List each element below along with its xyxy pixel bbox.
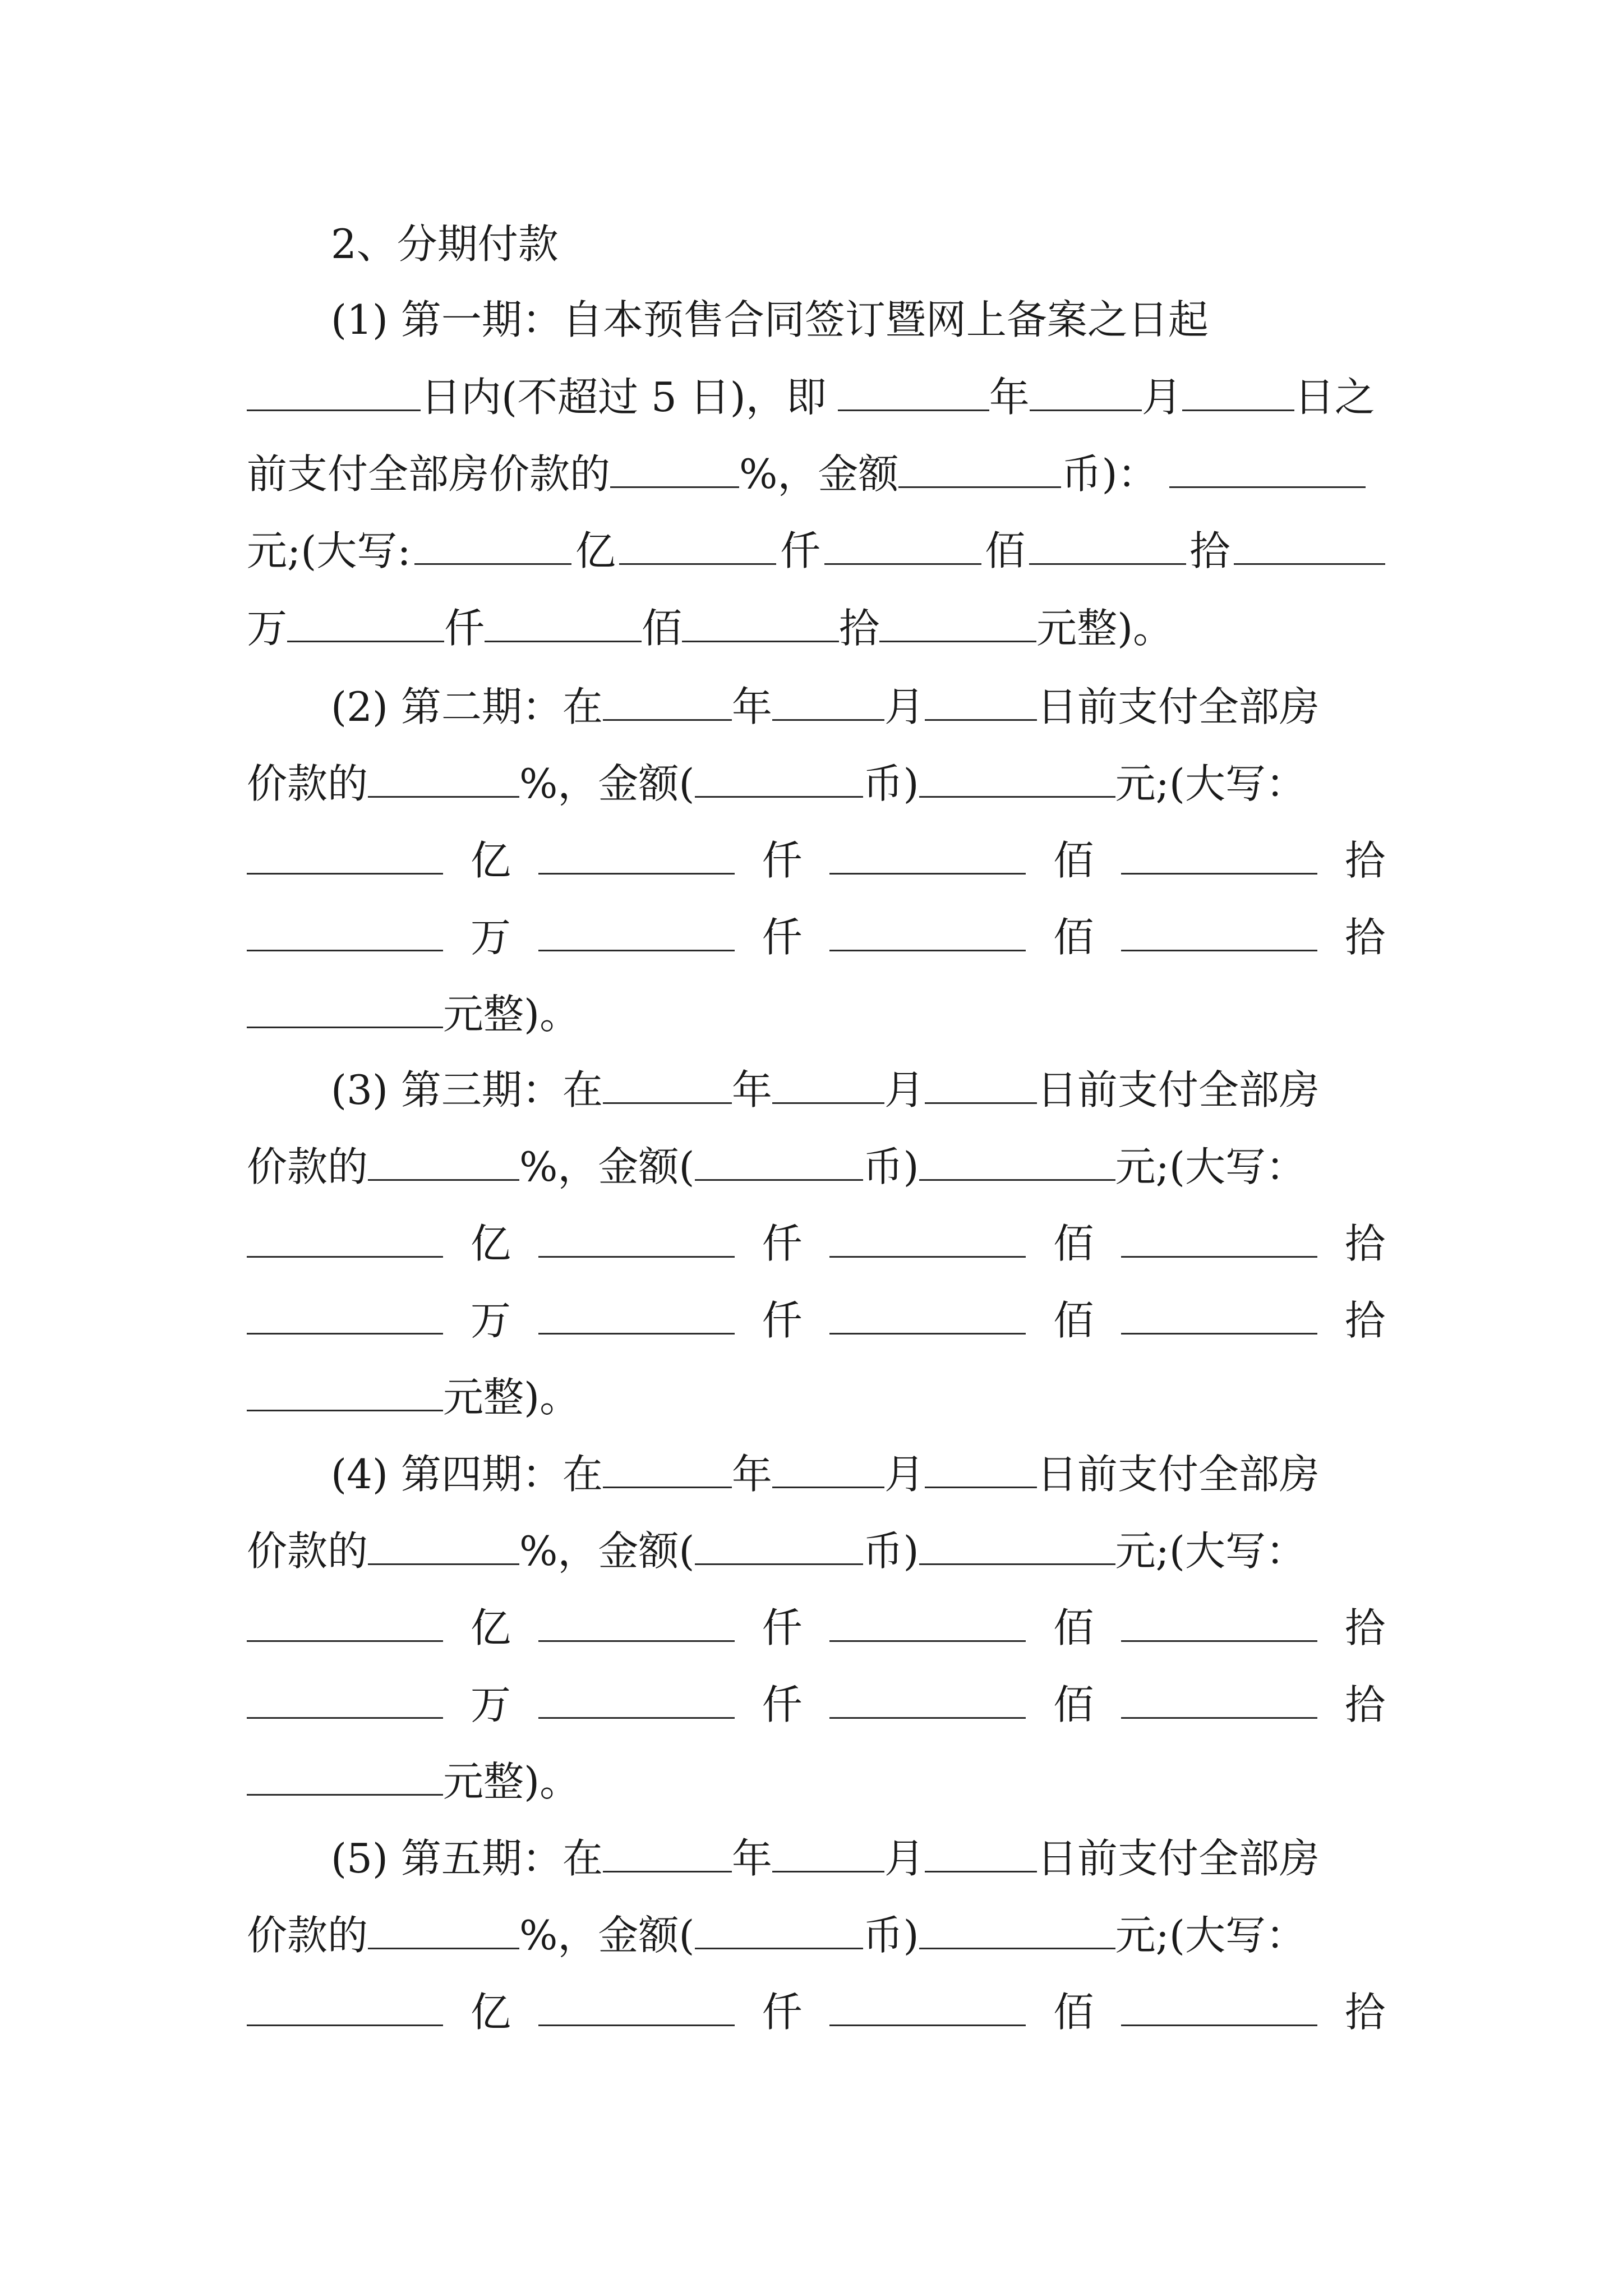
- blank[interactable]: [1121, 1221, 1317, 1258]
- heading-text: 2、分期付款: [331, 220, 559, 268]
- blank[interactable]: [829, 1990, 1026, 2026]
- percent-blank[interactable]: [368, 1913, 519, 1949]
- month-blank[interactable]: [772, 1068, 884, 1104]
- end-label: 元整)。: [443, 1758, 580, 1805]
- percent-amount-label: %，金额(: [519, 1527, 695, 1575]
- blank[interactable]: [619, 528, 776, 565]
- day-blank[interactable]: [925, 684, 1037, 721]
- yi-label: 亿: [575, 527, 616, 574]
- qian-label: 仟: [762, 1220, 803, 1267]
- shi-label: 拾: [1344, 1220, 1385, 1267]
- blank[interactable]: [538, 1605, 735, 1642]
- blank[interactable]: [1121, 915, 1317, 951]
- year-blank[interactable]: [603, 1452, 732, 1488]
- stage1-line5: [247, 600, 1385, 656]
- blank[interactable]: [287, 606, 444, 642]
- bai-label: 佰: [985, 527, 1026, 574]
- bai-label: 佰: [1053, 914, 1094, 961]
- currency-label: 币)：: [1061, 450, 1158, 498]
- currency-blank[interactable]: [695, 1144, 863, 1181]
- yuan-label: 元;(大写：: [1115, 1912, 1306, 1959]
- stage3-line5: [247, 1369, 1385, 1425]
- wan-label: 万: [470, 914, 511, 961]
- percent-amount-label: %，金额(: [519, 760, 695, 807]
- amount-blank[interactable]: [919, 1144, 1115, 1181]
- wan-label: 万: [470, 1681, 511, 1728]
- day-blank[interactable]: [925, 1452, 1037, 1488]
- stage-label: (3) 第三期：在: [331, 1066, 603, 1114]
- currency-blank[interactable]: [695, 1913, 863, 1949]
- bai-label: 佰: [1053, 1604, 1094, 1651]
- shi-label: 拾: [1344, 1604, 1385, 1651]
- bai-label: 佰: [1053, 1220, 1094, 1267]
- month-label: 月: [884, 1066, 925, 1114]
- blank[interactable]: [247, 992, 443, 1028]
- day-blank[interactable]: [925, 1068, 1037, 1104]
- qian-label: 仟: [780, 527, 820, 574]
- blank[interactable]: [538, 915, 735, 951]
- yi-label: 亿: [470, 1604, 511, 1651]
- blank[interactable]: [247, 1605, 443, 1642]
- year-blank[interactable]: [603, 1068, 732, 1104]
- yuan-label: 元;(大写:: [247, 527, 411, 574]
- wan-label: 万: [470, 1297, 511, 1344]
- price-of-label: 价款的: [247, 1527, 368, 1575]
- percent-blank[interactable]: [610, 452, 739, 488]
- blank[interactable]: [414, 528, 571, 565]
- stage4-line5: [247, 1754, 1385, 1810]
- qian-label: 仟: [444, 605, 485, 652]
- bai-label: 佰: [1053, 837, 1094, 884]
- year-label: 年: [731, 1451, 772, 1498]
- stage2-line4: [247, 909, 1385, 965]
- stage2-line3: [247, 832, 1385, 889]
- qian-label: 仟: [762, 914, 803, 961]
- price-text: 前支付全部房价款的: [247, 450, 611, 498]
- currency-label: 币): [863, 1912, 919, 1959]
- percent-amount-label: %，金额(: [519, 1912, 695, 1959]
- month-label: 月: [884, 1835, 925, 1882]
- shi-label: 拾: [839, 605, 880, 652]
- yi-label: 亿: [470, 1989, 511, 2036]
- blank[interactable]: [247, 838, 443, 875]
- stage-label: (5) 第五期：在: [331, 1835, 603, 1882]
- day-blank[interactable]: [925, 1836, 1037, 1872]
- blank[interactable]: [538, 1682, 735, 1719]
- currency-label: 币): [863, 1143, 919, 1190]
- blank[interactable]: [1234, 528, 1385, 565]
- stage2-line5: [247, 986, 1385, 1042]
- stage5-line3: [247, 1984, 1385, 2040]
- stage-label: (4) 第四期：在: [331, 1451, 603, 1498]
- yuan-label: 元;(大写：: [1115, 1143, 1306, 1190]
- pay-text: 日前支付全部房: [1036, 1835, 1320, 1882]
- blank[interactable]: [1121, 1605, 1317, 1642]
- blank[interactable]: [829, 1682, 1026, 1719]
- stage1-line2: [247, 369, 1385, 425]
- stage4-line2: [247, 1523, 1385, 1579]
- month-label: 月: [1141, 374, 1182, 421]
- end-label: 元整)。: [443, 991, 580, 1038]
- stage4-line4: [247, 1677, 1385, 1733]
- stage1-intro: (1) 第一期：自本预售合同签订暨网上备案之日起: [331, 296, 1209, 343]
- bai-label: 佰: [1053, 1989, 1094, 2036]
- blank[interactable]: [1121, 1298, 1317, 1335]
- qian-label: 仟: [762, 1681, 803, 1728]
- bai-label: 佰: [1053, 1297, 1094, 1344]
- stage5-line1: [331, 1830, 1385, 1887]
- blank[interactable]: [247, 1221, 443, 1258]
- year-label: 年: [989, 374, 1030, 421]
- blank[interactable]: [1121, 838, 1317, 875]
- day-blank[interactable]: [1182, 375, 1294, 411]
- year-blank[interactable]: [603, 684, 732, 721]
- year-label: 年: [731, 683, 772, 730]
- blank[interactable]: [829, 1605, 1026, 1642]
- bai-label: 佰: [642, 605, 683, 652]
- stage2-line2: [247, 756, 1385, 812]
- blank[interactable]: [1121, 1990, 1317, 2026]
- stage4-line1: [331, 1446, 1385, 1502]
- currency-label: 币): [863, 1527, 919, 1575]
- end-label: 元整)。: [443, 1374, 580, 1421]
- stage2-line1: [331, 679, 1385, 735]
- stage4-line3: [247, 1600, 1385, 1656]
- blank[interactable]: [247, 915, 443, 951]
- stage1-line4: [247, 523, 1385, 579]
- qian-label: 仟: [762, 1989, 803, 2036]
- shi-label: 拾: [1189, 527, 1230, 574]
- month-label: 月: [884, 683, 925, 730]
- blank[interactable]: [247, 1375, 443, 1411]
- currency-label: 币): [863, 760, 919, 807]
- currency-blank[interactable]: [898, 452, 1061, 488]
- percent-blank[interactable]: [368, 761, 519, 798]
- yuan-label: 元;(大写：: [1115, 1527, 1306, 1575]
- day-label: 日之: [1294, 374, 1375, 421]
- yi-label: 亿: [470, 837, 511, 884]
- stage1-line3: [247, 446, 1385, 502]
- section-heading: [331, 216, 1469, 272]
- blank[interactable]: [829, 1298, 1026, 1335]
- currency-blank[interactable]: [695, 1529, 863, 1565]
- stage5-line2: [247, 1907, 1385, 1963]
- end-label: 元整)。: [1036, 605, 1174, 652]
- stage3-line4: [247, 1292, 1385, 1349]
- blank[interactable]: [247, 1990, 443, 2026]
- blank[interactable]: [824, 528, 981, 565]
- month-label: 月: [884, 1451, 925, 1498]
- percent-label: %，金额: [739, 450, 899, 498]
- price-of-label: 价款的: [247, 1143, 368, 1190]
- currency-blank[interactable]: [695, 761, 863, 798]
- blank[interactable]: [538, 1221, 735, 1258]
- price-of-label: 价款的: [247, 1912, 368, 1959]
- pay-text: 日前支付全部房: [1036, 1066, 1320, 1114]
- month-blank[interactable]: [772, 1452, 884, 1488]
- wan-label: 万: [247, 605, 288, 652]
- days-blank[interactable]: [247, 375, 421, 411]
- shi-label: 拾: [1344, 1297, 1385, 1344]
- price-of-label: 价款的: [247, 760, 368, 807]
- shi-label: 拾: [1344, 837, 1385, 884]
- days-text: 日内(不超过 5 日)，即: [421, 374, 827, 421]
- blank[interactable]: [247, 1298, 443, 1335]
- amount-blank[interactable]: [1169, 452, 1366, 488]
- stage-label: (2) 第二期：在: [331, 683, 603, 730]
- amount-blank[interactable]: [919, 1913, 1115, 1949]
- blank[interactable]: [879, 606, 1036, 642]
- percent-blank[interactable]: [368, 1144, 519, 1181]
- yuan-label: 元;(大写：: [1115, 760, 1306, 807]
- blank[interactable]: [247, 1682, 443, 1719]
- yi-label: 亿: [470, 1220, 511, 1267]
- percent-amount-label: %，金额(: [519, 1143, 695, 1190]
- year-blank[interactable]: [838, 375, 989, 411]
- shi-label: 拾: [1344, 1989, 1385, 2036]
- month-blank[interactable]: [1030, 375, 1142, 411]
- shi-label: 拾: [1344, 1681, 1385, 1728]
- amount-blank[interactable]: [919, 761, 1115, 798]
- pay-text: 日前支付全部房: [1036, 1451, 1320, 1498]
- blank[interactable]: [682, 606, 839, 642]
- year-blank[interactable]: [603, 1836, 732, 1872]
- amount-blank[interactable]: [919, 1529, 1115, 1565]
- stage3-line2: [247, 1139, 1385, 1195]
- blank[interactable]: [485, 606, 642, 642]
- blank[interactable]: [247, 1759, 443, 1796]
- blank[interactable]: [538, 1990, 735, 2026]
- year-label: 年: [731, 1066, 772, 1114]
- year-label: 年: [731, 1835, 772, 1882]
- qian-label: 仟: [762, 1604, 803, 1651]
- blank[interactable]: [829, 1221, 1026, 1258]
- qian-label: 仟: [762, 1297, 803, 1344]
- blank[interactable]: [1029, 528, 1186, 565]
- percent-blank[interactable]: [368, 1529, 519, 1565]
- shi-label: 拾: [1344, 914, 1385, 961]
- stage3-line1: [331, 1062, 1385, 1118]
- month-blank[interactable]: [772, 684, 884, 721]
- blank[interactable]: [829, 838, 1026, 875]
- blank[interactable]: [538, 1298, 735, 1335]
- qian-label: 仟: [762, 837, 803, 884]
- blank[interactable]: [1121, 1682, 1317, 1719]
- month-blank[interactable]: [772, 1836, 884, 1872]
- stage1-line1: [331, 292, 1385, 348]
- bai-label: 佰: [1053, 1681, 1094, 1728]
- blank[interactable]: [829, 915, 1026, 951]
- stage3-line3: [247, 1216, 1385, 1272]
- blank[interactable]: [538, 838, 735, 875]
- pay-text: 日前支付全部房: [1036, 683, 1320, 730]
